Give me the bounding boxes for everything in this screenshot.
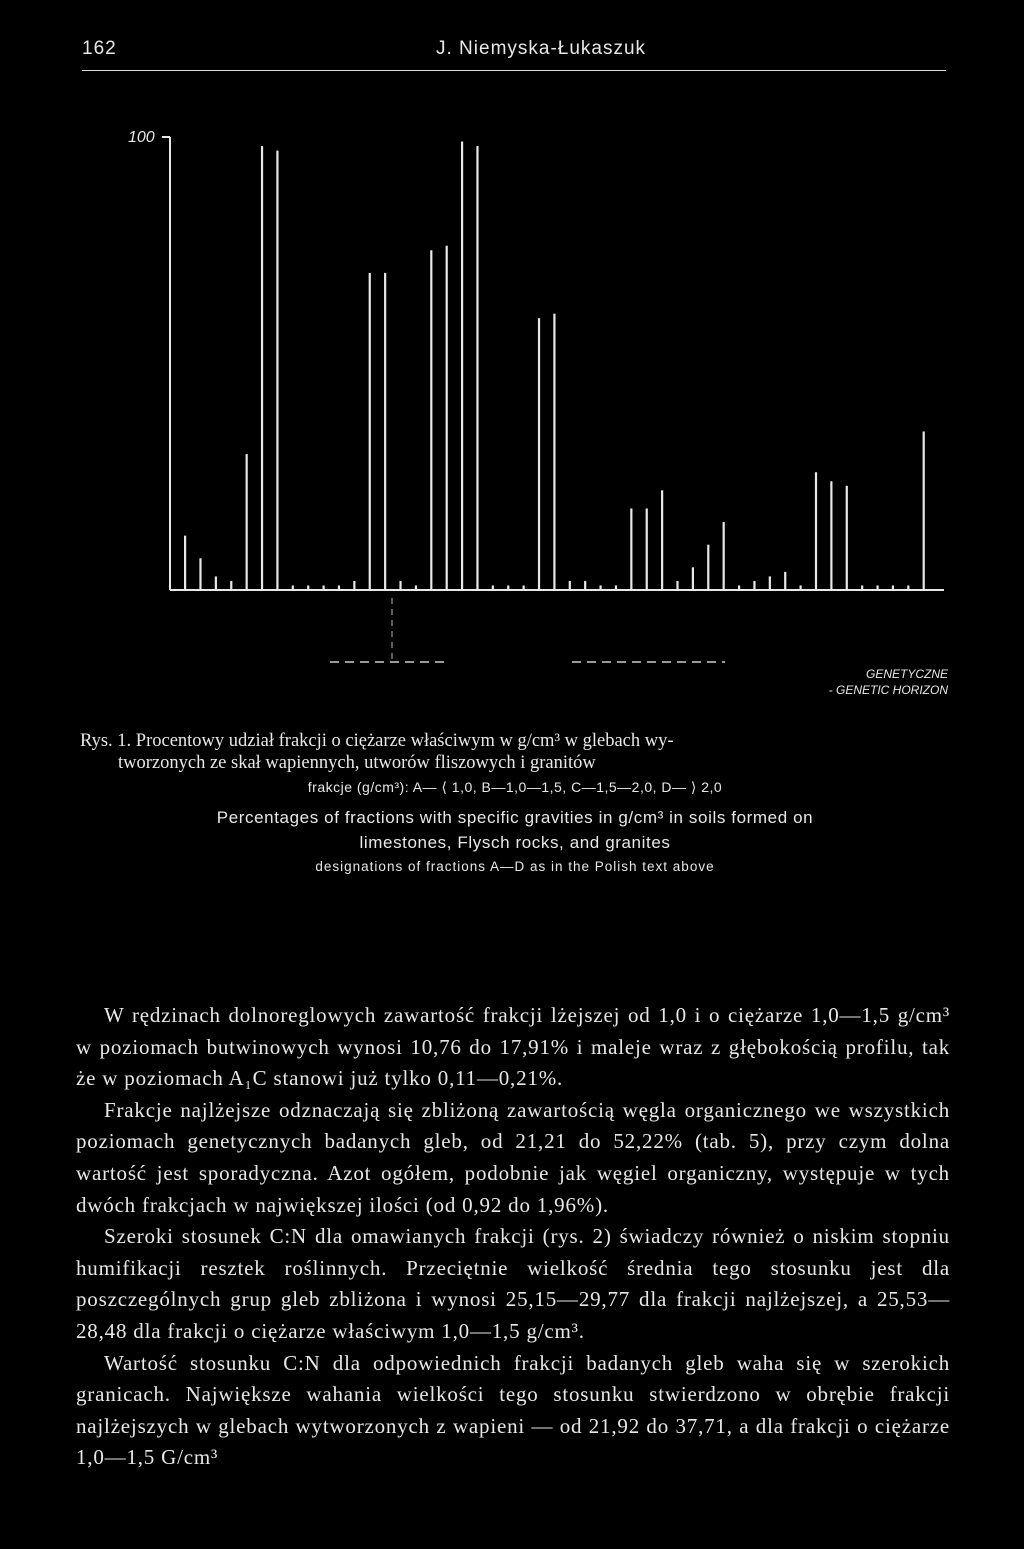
bar [446,246,448,590]
x-axis-label-en: - GENETIC HORIZON [828,683,948,697]
bar [830,481,832,590]
bar [907,585,909,590]
bar [707,545,709,590]
bar [723,522,725,590]
bar [676,581,678,590]
bar [276,151,278,590]
caption-fraction-codes: frakcje (g/cm³): A— ⟨ 1,0, B—1,0—1,5, C—1,5—2,0, D— ⟩ 2,0 [307,779,723,795]
bar [753,581,755,590]
figure-caption [80,730,950,878]
x-axis-label [780,666,948,698]
bar [461,142,463,590]
body-text [76,1000,950,1474]
caption-pl-line1: Rys. 1. Procentowy udział frakcji o ciężarze właściwym w g/cm³ w glebach wy- [80,731,674,751]
chart-frame [162,137,944,662]
paragraph-4: Wartość stosunku C:N dla odpowiednich frakcji badanych gleb waha się w szerokich granicach. Największe wahania wielkości tego stosunku stwierdzono w obrębie frakcji najlżejszych w glebach wytworzonych z wapieni — od 21,92 do 37,71, a dla frakcji o ciężarze 1,0—1,5 G/cm³ [76,1350,950,1470]
caption-en-line2: limestones, Flysch rocks, and granites [359,833,671,852]
bar [292,585,294,590]
bar [876,585,878,590]
x-axis-label-pl: GENETYCZNE [865,667,948,681]
bar [538,318,540,590]
bar [415,585,417,590]
bar-chart [0,110,1024,670]
page-number: 162 [82,38,117,59]
bar [630,508,632,590]
bar [553,314,555,590]
bar [184,536,186,590]
bar [369,273,371,590]
bar [692,567,694,590]
paragraph-1: W rędzinach dolnoreglowych zawartość frakcji lżejszej od 1,0 i o ciężarze 1,0—1,5 g/cm³ w poziomach butwinowych wynosi 10,76 do 17,91% i maleje wraz z głębokością profilu, tak że w poziomach A₁C stanowi już tylko 0,11—0,21%. [76,1003,950,1091]
chart-bars [184,142,925,590]
bar [430,250,432,590]
bar [800,585,802,590]
caption-en-line3: designations of fractions A—D as in the Polish text above [315,859,715,874]
running-head-author: J. Niemyska-Łukaszuk [436,38,647,59]
bar [769,576,771,590]
bar [815,472,817,590]
bar [246,454,248,590]
bar [399,581,401,590]
caption-en-line1: Percentages of fractions with specific gravities in g/cm³ in soils formed on [216,808,814,827]
bar [476,146,478,590]
bar [492,585,494,590]
bar [353,581,355,590]
bar [846,486,848,590]
bar [261,146,263,590]
bar [569,581,571,590]
bar [507,585,509,590]
bar [338,585,340,590]
page-header [82,30,946,71]
bar [892,585,894,590]
bar [215,576,217,590]
bar [861,585,863,590]
bar [584,581,586,590]
bar [923,431,925,590]
paragraph-3: Szeroki stosunek C:N dla omawianych frakcji (rys. 2) świadczy również o niskim stopniu humifikacji resztek roślinnych. Przeciętnie wielkość średnia tego stosunku jest dla poszczególnych grup gleb zbliżona i wynosi 25,15—29,77 dla frakcji najlżejszej, a 25,53—28,48 dla frakcji o ciężarze właściwym 1,0—1,5 g/cm³. [76,1224,950,1343]
bar [384,273,386,590]
y-tick-label: 100 [128,129,155,146]
bar [599,585,601,590]
bar [615,585,617,590]
bar [199,558,201,590]
bar [661,490,663,590]
bar [784,572,786,590]
paragraph-2: Frakcje najlżejsze odznaczają się zbliżoną zawartością węgla organicznego we wszystkich poziomach genetycznych badanych gleb, od 21,21 do 52,22% (tab. 5), przy czym dolna wartość jest sporadyczna. Azot ogółem, podobnie jak węgiel organiczny, występuje w tych dwóch frakcjach w największej ilości (od 0,92 do 1,96%). [76,1097,950,1217]
bar [307,585,309,590]
bar [322,585,324,590]
bar [230,581,232,590]
bar [738,585,740,590]
bar [646,508,648,590]
bar [523,585,525,590]
caption-pl-line2: tworzonych ze skał wapiennych, utworów fliszowych i granitów [118,753,596,773]
